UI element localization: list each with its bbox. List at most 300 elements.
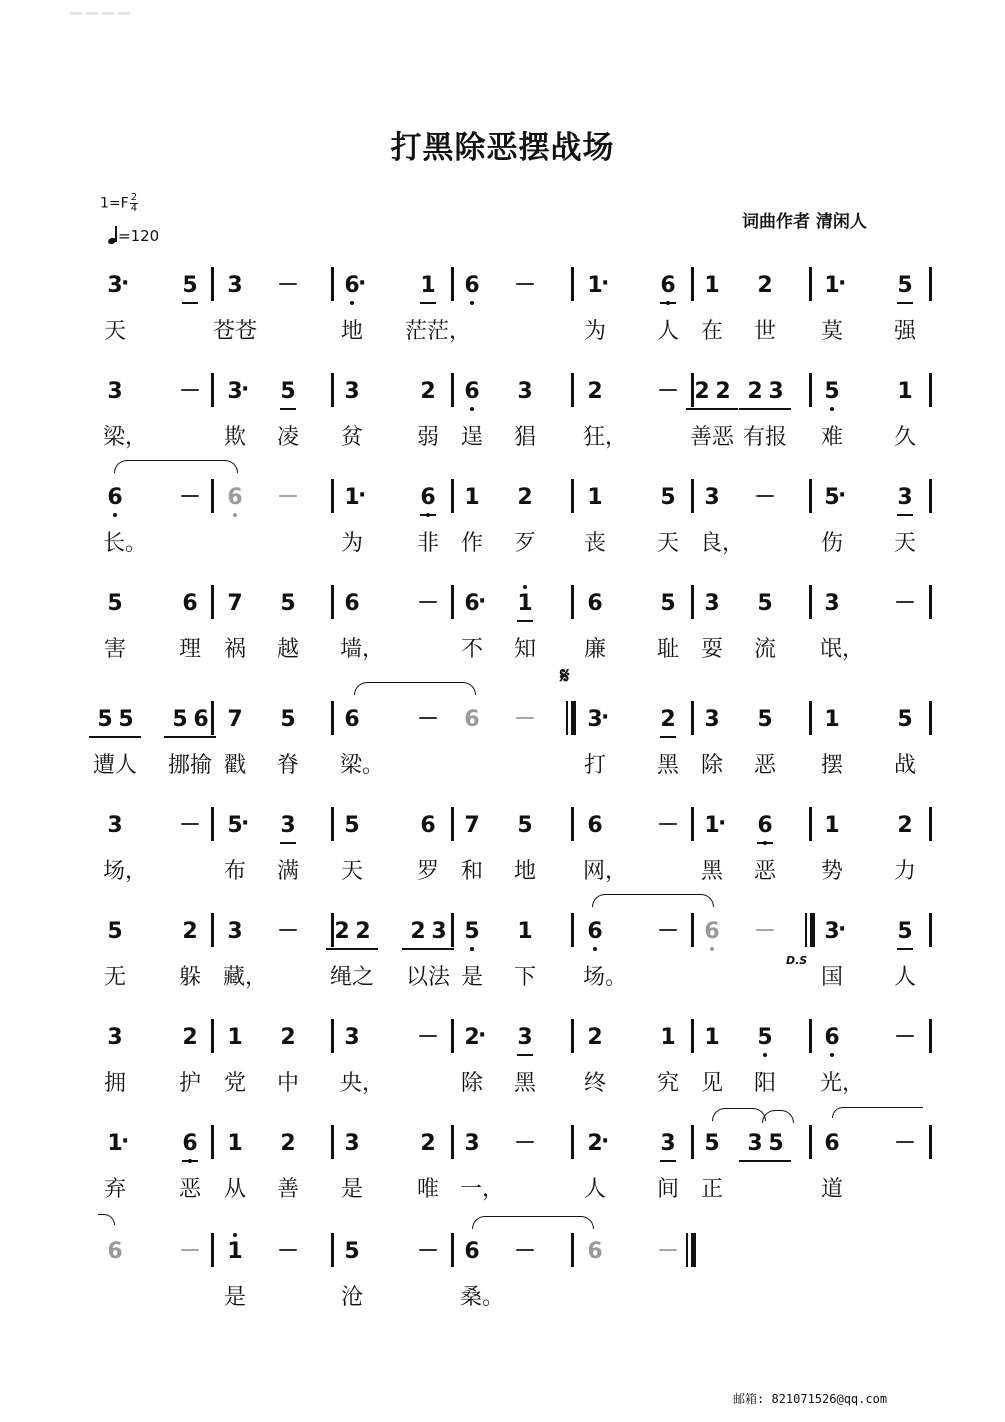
- lyric: 央，: [339, 1071, 384, 1096]
- note-digit: 5: [464, 919, 480, 944]
- note-digit: 2 2: [694, 379, 730, 404]
- note: [512, 485, 538, 511]
- note-digit: 1: [227, 1131, 243, 1156]
- note: [655, 591, 681, 617]
- barline: [929, 585, 932, 619]
- underline-beam: [89, 736, 141, 738]
- lyric: 黑: [700, 859, 723, 884]
- underline-beam: [402, 948, 454, 950]
- note: [459, 485, 485, 511]
- lyric: 挪揄: [167, 753, 212, 778]
- note-digit: 6: [660, 273, 676, 298]
- note: [752, 707, 778, 733]
- note-digit: 5: [280, 707, 296, 732]
- barline: [331, 1019, 334, 1053]
- note: [512, 379, 538, 405]
- note: [102, 919, 128, 945]
- note-digit: －: [656, 813, 679, 838]
- note: [892, 485, 918, 511]
- note-digit: 3: [280, 813, 296, 838]
- note: [339, 1239, 365, 1265]
- note-digit: －: [513, 1239, 536, 1264]
- note-digit: 7: [227, 707, 243, 732]
- lyric: 为: [340, 531, 363, 556]
- note-digit: －: [893, 1025, 916, 1050]
- lyric: 脊: [276, 753, 299, 778]
- note-digit: －: [656, 379, 679, 404]
- note-digit: 3: [660, 1131, 676, 1156]
- note: [699, 919, 725, 945]
- note: [819, 707, 845, 733]
- underline-beam: [897, 514, 913, 516]
- barline: [211, 479, 214, 513]
- note: [459, 1131, 485, 1157]
- barline: [691, 479, 694, 513]
- lyric: 丧: [583, 531, 606, 556]
- note: [339, 707, 365, 733]
- lyric: 善恶: [689, 425, 734, 450]
- note-digit: 5: [897, 919, 913, 944]
- note: [752, 1025, 778, 1051]
- note: [275, 1025, 301, 1051]
- note-digit: 6: [587, 919, 603, 944]
- lyric: 从: [223, 1177, 246, 1202]
- score-line-5: [0, 701, 1005, 811]
- note-digit: 3: [227, 273, 243, 298]
- note-digit: 1: [824, 813, 840, 838]
- augmentation-dot: ·: [478, 589, 487, 614]
- lyric: 遭人: [92, 753, 137, 778]
- slur-tie: [354, 682, 476, 695]
- note-digit: 6: [420, 485, 436, 510]
- lyric: 越: [276, 637, 299, 662]
- dash-extension: [655, 379, 681, 405]
- lyric: 除: [460, 1071, 483, 1096]
- lyric: 祸: [223, 637, 246, 662]
- lyric: 以法: [405, 965, 450, 990]
- note-digit: 3 5: [747, 1131, 783, 1156]
- slur-tie: [712, 1108, 766, 1121]
- note: [222, 485, 248, 511]
- barline-thick: [810, 913, 815, 947]
- barline: [691, 585, 694, 619]
- barline: [691, 1019, 694, 1053]
- note: [222, 273, 248, 299]
- barline: [809, 585, 812, 619]
- note-digit: 6: [757, 813, 773, 838]
- note-digit: 1: [107, 1131, 123, 1156]
- note: [738, 1131, 792, 1157]
- barline: [451, 585, 454, 619]
- note: [459, 1025, 485, 1051]
- note: [102, 379, 128, 405]
- lyric: 欺: [223, 425, 246, 450]
- note-digit: 5: [107, 591, 123, 616]
- note-digit: 6: [824, 1025, 840, 1050]
- note-digit: 2: [182, 1025, 198, 1050]
- note: [415, 379, 441, 405]
- note: [512, 813, 538, 839]
- note-digit: 6: [587, 1239, 603, 1264]
- note-digit: 2: [464, 1025, 480, 1050]
- note: [699, 707, 725, 733]
- note-digit: 1: [704, 813, 720, 838]
- barline: [451, 373, 454, 407]
- barline: [809, 479, 812, 513]
- note: [582, 813, 608, 839]
- lyric: 地: [340, 319, 363, 344]
- slur-tie: [592, 894, 714, 907]
- lyric: 作: [460, 531, 483, 556]
- slur-tie: [762, 1110, 794, 1123]
- note: [582, 379, 608, 405]
- note: [102, 1025, 128, 1051]
- dash-extension: [275, 1239, 301, 1265]
- note: [819, 591, 845, 617]
- lyric: 正: [700, 1177, 723, 1202]
- barline: [571, 1125, 574, 1159]
- lyric: 光，: [819, 1071, 864, 1096]
- note: [582, 1239, 608, 1265]
- lyric: 廉: [583, 637, 606, 662]
- note: [222, 591, 248, 617]
- note: [512, 1025, 538, 1051]
- underline-beam: [280, 408, 296, 410]
- note-digit: 5: [757, 707, 773, 732]
- note-digit: 3: [517, 1025, 533, 1050]
- note-digit: －: [178, 379, 201, 404]
- lyric: 和: [460, 859, 483, 884]
- note-digit: 6: [587, 591, 603, 616]
- lyric: 狂，: [582, 425, 627, 450]
- underline-beam: [739, 1160, 791, 1162]
- lyric: 茫茫，: [404, 319, 471, 344]
- lyric: 莫: [820, 319, 843, 344]
- note: [415, 485, 441, 511]
- note-digit: 1: [704, 273, 720, 298]
- note-digit: 5: [757, 591, 773, 616]
- corner-marks: [70, 0, 160, 4]
- lyric: 凌: [276, 425, 299, 450]
- lyric: 流: [753, 637, 776, 662]
- score-line-10: [0, 1233, 1005, 1343]
- note: [177, 273, 203, 299]
- lyric: 为: [583, 319, 606, 344]
- barline: [571, 1233, 574, 1267]
- lyric: 天: [340, 859, 363, 884]
- note: [699, 591, 725, 617]
- barline: [571, 585, 574, 619]
- note-digit: 3: [704, 591, 720, 616]
- note-digit: 2: [182, 919, 198, 944]
- lyric: 氓，: [819, 637, 864, 662]
- octave-down-dot: [830, 407, 834, 411]
- note: [892, 707, 918, 733]
- barline: [211, 913, 214, 947]
- octave-down-dot: [350, 301, 354, 305]
- dash-extension: [415, 591, 441, 617]
- note: [819, 1025, 845, 1051]
- augmentation-dot: ·: [358, 483, 367, 508]
- lyric: 贫: [340, 425, 363, 450]
- dash-extension: [752, 485, 778, 511]
- note-digit: 6: [182, 1131, 198, 1156]
- note-digit: 5: [824, 485, 840, 510]
- note-digit: 6: [420, 813, 436, 838]
- note-digit: 3: [704, 707, 720, 732]
- note-digit: 5: [344, 1239, 360, 1264]
- note: [339, 273, 365, 299]
- note: [819, 273, 845, 299]
- note: [819, 379, 845, 405]
- lyric: 力: [893, 859, 916, 884]
- lyric: 理: [178, 637, 201, 662]
- barline: [929, 807, 932, 841]
- underline-beam: [420, 302, 436, 304]
- note-digit: 5: [227, 813, 243, 838]
- barline: [571, 267, 574, 301]
- octave-up-dot: [523, 585, 527, 589]
- barline: [331, 373, 334, 407]
- note: [819, 485, 845, 511]
- note: [177, 919, 203, 945]
- note-digit: 1: [897, 379, 913, 404]
- note: [819, 1131, 845, 1157]
- lyric: 非: [416, 531, 439, 556]
- note: [102, 1239, 128, 1265]
- barline: [211, 585, 214, 619]
- lyric: 无: [103, 965, 126, 990]
- note-digit: 5: [897, 273, 913, 298]
- dash-extension: [752, 919, 778, 945]
- barline: [211, 1019, 214, 1053]
- note-digit: 3: [824, 919, 840, 944]
- lyric: 是: [460, 965, 483, 990]
- note-digit: 6: [107, 1239, 123, 1264]
- underline-beam: [280, 842, 296, 844]
- augmentation-dot: ·: [241, 377, 250, 402]
- note: [102, 273, 128, 299]
- octave-up-dot: [233, 1233, 237, 1237]
- note-digit: 2: [587, 379, 603, 404]
- note-digit: 5 5: [97, 707, 133, 732]
- barline-thin: [566, 701, 568, 735]
- note: [738, 379, 792, 405]
- note: [459, 273, 485, 299]
- barline: [211, 267, 214, 301]
- barline: [809, 807, 812, 841]
- note: [222, 1239, 248, 1265]
- note: [177, 1025, 203, 1051]
- lyric: 见: [700, 1071, 723, 1096]
- note-digit: 2: [587, 1025, 603, 1050]
- note-digit: 1: [227, 1239, 243, 1264]
- note-digit: －: [276, 1239, 299, 1264]
- dash-extension: [415, 707, 441, 733]
- barline: [211, 807, 214, 841]
- barline: [809, 267, 812, 301]
- note-digit: 3: [107, 379, 123, 404]
- lyric: 弱: [416, 425, 439, 450]
- barline: [451, 267, 454, 301]
- barline: [211, 1125, 214, 1159]
- lyric: 苍苍: [212, 319, 257, 344]
- lyric: 阳: [753, 1071, 776, 1096]
- barline: [929, 479, 932, 513]
- note-digit: 6: [464, 1239, 480, 1264]
- barline: [331, 701, 334, 735]
- barline: [929, 373, 932, 407]
- note-digit: 7: [464, 813, 480, 838]
- barline: [571, 373, 574, 407]
- tempo-marking: [108, 226, 159, 245]
- barline: [451, 1125, 454, 1159]
- note-digit: 3: [587, 707, 603, 732]
- note: [339, 591, 365, 617]
- note-digit: 3: [517, 379, 533, 404]
- note-digit: 6: [824, 1131, 840, 1156]
- barline: [331, 807, 334, 841]
- note-digit: 5: [280, 591, 296, 616]
- note-digit: 6: [464, 591, 480, 616]
- barline: [929, 701, 932, 735]
- note: [892, 813, 918, 839]
- barline: [571, 479, 574, 513]
- note: [88, 707, 142, 733]
- note-digit: 2: [420, 1131, 436, 1156]
- lyric: 强: [893, 319, 916, 344]
- augmentation-dot: ·: [601, 705, 610, 730]
- note-digit: 2 3: [747, 379, 783, 404]
- note-digit: －: [753, 919, 776, 944]
- note: [892, 379, 918, 405]
- note-digit: 1: [517, 591, 533, 616]
- contact-email: 邮箱: 821071526@qq.com: [733, 1392, 888, 1406]
- note: [655, 1025, 681, 1051]
- note-digit: 1: [227, 1025, 243, 1050]
- barline: [809, 701, 812, 735]
- slur-tie: [472, 1216, 594, 1229]
- underline-beam: [326, 948, 378, 950]
- augmentation-dot: ·: [241, 811, 250, 836]
- note-digit: 6: [587, 813, 603, 838]
- note-digit: －: [656, 1239, 679, 1264]
- note: [459, 919, 485, 945]
- note-digit: 3: [227, 919, 243, 944]
- dash-extension: [655, 1239, 681, 1265]
- note-digit: －: [178, 813, 201, 838]
- dash-extension: [512, 1131, 538, 1157]
- note: [892, 919, 918, 945]
- slur-tie: [832, 1107, 923, 1118]
- lyric: 战: [893, 753, 916, 778]
- note-digit: 2: [280, 1025, 296, 1050]
- note: [699, 1025, 725, 1051]
- note: [655, 273, 681, 299]
- lyric: 究: [656, 1071, 679, 1096]
- augmentation-dot: ·: [478, 1023, 487, 1048]
- barline: [929, 1125, 932, 1159]
- time-signature-numerator: 2: [130, 192, 138, 203]
- note: [222, 707, 248, 733]
- note-digit: 2: [757, 273, 773, 298]
- note: [699, 273, 725, 299]
- note: [655, 485, 681, 511]
- barline: [211, 1233, 214, 1267]
- barline: [929, 913, 932, 947]
- quarter-note-icon: [108, 226, 117, 244]
- underline-beam: [897, 948, 913, 950]
- note-digit: 7: [227, 591, 243, 616]
- note-digit: －: [893, 1131, 916, 1156]
- barline: [691, 267, 694, 301]
- note: [275, 1131, 301, 1157]
- dash-extension: [415, 1025, 441, 1051]
- note: [655, 1131, 681, 1157]
- lyric: 人: [583, 1177, 606, 1202]
- note: [752, 591, 778, 617]
- underline-beam: [517, 620, 533, 622]
- dash-extension: [655, 813, 681, 839]
- lyric: 人: [893, 965, 916, 990]
- note: [582, 591, 608, 617]
- note-digit: 3: [464, 1131, 480, 1156]
- underline-beam: [660, 736, 676, 738]
- note-digit: －: [513, 273, 536, 298]
- lyric: 歹: [513, 531, 536, 556]
- barline: [331, 1233, 334, 1267]
- note: [163, 707, 217, 733]
- score-line-7: [0, 913, 1005, 1023]
- note: [415, 813, 441, 839]
- lyric: 不: [460, 637, 483, 662]
- note-digit: 1: [824, 707, 840, 732]
- note: [582, 707, 608, 733]
- note: [699, 1131, 725, 1157]
- note-digit: 5: [897, 707, 913, 732]
- lyric: 终: [583, 1071, 606, 1096]
- score-line-6: [0, 807, 1005, 917]
- note: [401, 919, 455, 945]
- lyric: 难: [820, 425, 843, 450]
- note: [699, 485, 725, 511]
- dash-extension: [275, 273, 301, 299]
- lyric: 罗: [416, 859, 439, 884]
- underline-beam: [739, 408, 791, 410]
- note: [892, 273, 918, 299]
- note: [685, 379, 739, 405]
- note: [819, 919, 845, 945]
- note-digit: 3: [704, 485, 720, 510]
- note-digit: 1: [344, 485, 360, 510]
- note: [275, 379, 301, 405]
- barline: [571, 807, 574, 841]
- barline: [809, 373, 812, 407]
- note-digit: 1: [464, 485, 480, 510]
- note-digit: 5: [280, 379, 296, 404]
- note-digit: 3: [227, 379, 243, 404]
- note-digit: 5: [107, 919, 123, 944]
- augmentation-dot: ·: [838, 917, 847, 942]
- lyric: 打: [583, 753, 606, 778]
- note-digit: 5: [344, 813, 360, 838]
- augmentation-dot: ·: [838, 483, 847, 508]
- barline-thick: [571, 701, 576, 735]
- lyric: 知: [513, 637, 536, 662]
- dash-extension: [512, 273, 538, 299]
- note: [582, 919, 608, 945]
- note: [752, 273, 778, 299]
